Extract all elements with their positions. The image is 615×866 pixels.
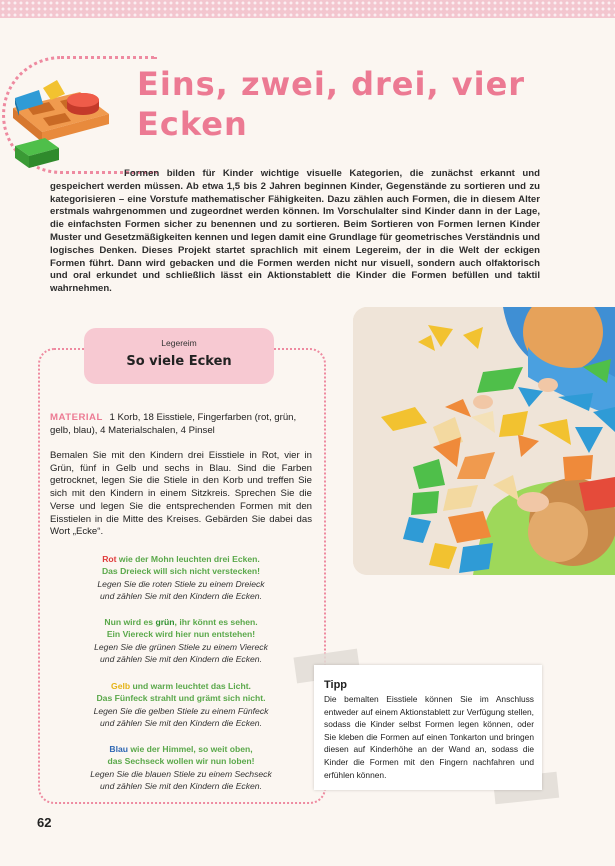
material-list (50, 411, 312, 437)
photo-illustration (353, 307, 615, 575)
color-word-gruen: grün (155, 617, 175, 627)
verse-instruction-2: und zählen Sie mit den Kindern die Ecken. (100, 717, 262, 728)
page-number: 62 (37, 815, 52, 830)
verse-gruen (50, 616, 312, 665)
verse-instruction-1: Legen Sie die blauen Stiele zu einem Sechseck (90, 768, 272, 779)
verse-line-2: Das Fünfeck strahlt und grämt sich nicht. (96, 693, 266, 704)
color-word-blau: Blau (109, 744, 128, 754)
color-word-gelb: Gelb (111, 681, 131, 691)
tipp-box (314, 665, 542, 790)
verse-instruction-2: und zählen Sie mit den Kindern die Ecken. (100, 780, 262, 791)
verse-rot (50, 553, 312, 602)
tipp-title: Tipp (324, 679, 348, 691)
intro-paragraph: Formen bilden für Kinder wichtige visuelle Kategorien, die zunächst erkannt und gespeichert werden müssen. Ab etwa 1,5 bis 2 Jahren beginnen Kinder, Gegenstände zu sortieren und zu kategorisieren – eine Vorstufe mathematischer Fähigkeiten. Dazu zählen auch Formen, die in diesem Alter erstmals wahrgenommen und zugeordnet werden können. Im Vorschulalter sind Kinder dann in der Lage, die einfachsten Formen sicher zu benennen und zu sortieren. Beim Sortieren von Formen lernen Kinder Muster und Gesetzmäßigkeiten kennen und legen damit eine Grundlage für geometrisches Verständnis und logisches Denken. Dieses Projekt startet sprachlich mit einem Legereim, der in die Welt der eckigen Formen führt. Dann wird gebacken und die Formen werden nicht nur visuell, sondern auch olfaktorisch und oral erkundet und schließlich lässt ein Aktionstablett die Kinder die Formen befüllen und taktil wahrnehmen. (50, 168, 540, 295)
legereim-kicker: Legereim (161, 338, 197, 348)
verse-instruction-1: Legen Sie die roten Stiele zu einem Dreieck (97, 578, 265, 589)
verse-line-2: Ein Viereck wird hier nun entstehen! (106, 629, 256, 640)
verse-blau (50, 743, 312, 792)
verse-line-2: das Sechseck wollen wir nun loben! (107, 756, 255, 767)
verse-line-1: Nun wird es grün, ihr könnt es sehen. (104, 617, 258, 627)
verse-line-1: Rot wie der Mohn leuchten drei Ecken. (102, 554, 260, 564)
tipp-text: Die bemalten Eisstiele können Sie im Anschluss entweder auf einem Aktionstablett zur Verfügung stellen, sodass die Kinder selbst Formen legen können, oder Sie kleben die Formen auf einen Tonkarton und bringen diesen auf Kinderhöhe an der Wand an, sodass die Kinder die Formen mit den Fingern nachfahren und erfühlen können. (324, 694, 534, 780)
verse-instruction-2: und zählen Sie mit den Kindern die Ecken. (100, 590, 262, 601)
top-decorative-band (0, 0, 615, 18)
page-title: Eins, zwei, drei, vier Ecken (137, 65, 526, 143)
instructions-paragraph: Bemalen Sie mit den Kindern drei Eisstiele in Rot, vier in Grün, fünf in Gelb und sechs in Blau. Sind die Farben getrocknet, legen Sie die Stiele in den Korb und treffen Sie sich mit den Kindern in einem Sitzkreis. Sprechen Sie die Verse und legen Sie die entsprechenden Formen mit den Eisstielen in die Mitte des Kreises. Gebärden Sie dabei das Wort „Ecke“. (50, 450, 312, 538)
verse-instruction-1: Legen Sie die gelben Stiele zu einem Fünfeck (93, 705, 269, 716)
color-word-rot: Rot (102, 554, 117, 564)
verse-instruction-2: und zählen Sie mit den Kindern die Ecken. (100, 653, 262, 664)
material-label: MATERIAL (50, 412, 103, 423)
verse-line-1: Gelb und warm leuchtet das Licht. (111, 681, 251, 691)
verse-instruction-1: Legen Sie die grünen Stiele zu einem Viereck (94, 641, 268, 652)
verse-line-2: Das Dreieck will sich nicht verstecken! (101, 566, 261, 577)
verse-line-1: Blau wie der Himmel, so weit oben, (109, 744, 253, 754)
material-text: 1 Korb, 18 Eisstiele, Fingerfarben (rot, grün, gelb, blau), 4 Materialschalen, 4 Pinsel (50, 412, 297, 436)
photo-children-shapes (353, 307, 615, 575)
shape-sorter-illustration (5, 80, 115, 175)
verse-gelb (50, 680, 312, 729)
legereim-header-tab (84, 328, 274, 384)
legereim-heading: So viele Ecken (126, 354, 232, 369)
